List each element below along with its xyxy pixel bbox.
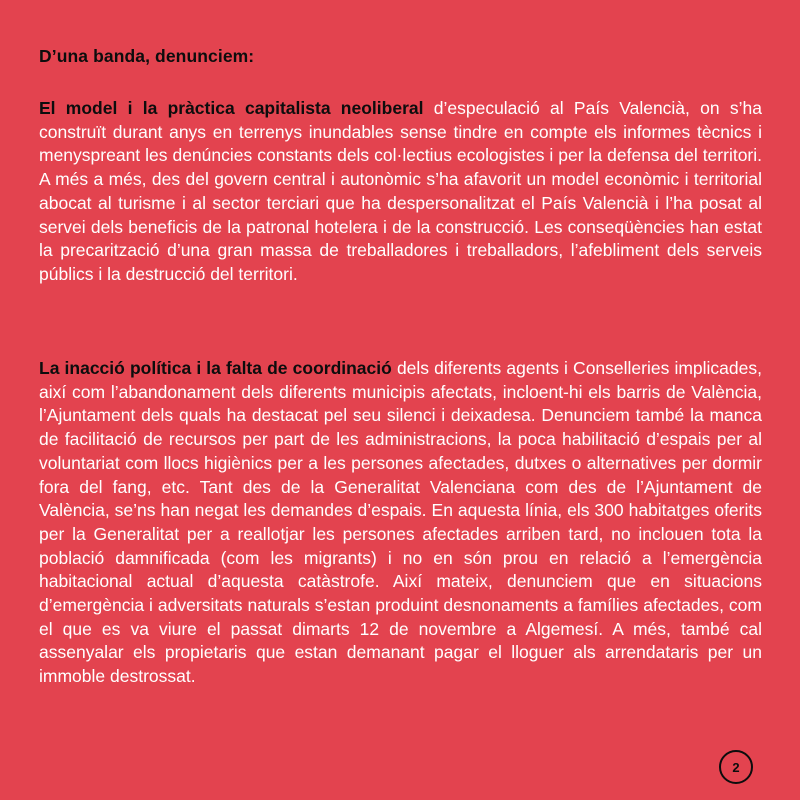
paragraph-body: dels diferents agents i Conselleries implicades, així com l’abandonament dels diferents municipis afectats, incloent-hi els barris de València, l’Ajuntament dels quals ha destacat pel seu silenci i deixadesa. Denunciem també la manca de facilitació de recursos per part de les administracions, la poca habilitació d’espais per al voluntariat com llocs higiènics per a les persones afectades, dutxes o alternatives per dormir fora del fang, etc. Tant des de la Generalitat Valenciana com des de l’Ajuntament de València, se’ns han negat les demandes d’espais. En aquesta línia, els 300 habitatges oferits per la Generalitat per a reallotjar les persones afectades arriben tard, no inclouen tota la població damnificada (com les migrants) i no en són prou en relació a l’emergència habitacional actual d’aquesta catàstrofe. Així mateix, denunciem que en situacions d’emergència i adversitats naturals s’estan produint desnonaments a famílies afectades, com el que es va viure el passat dimarts 12 de novembre a Algemesí. A més, també cal assenyalar els propietaris que estan demanant pagar el lloguer als arrendataris per un immoble destrossat. [39,358,762,687]
paragraph-body: d’especulació al País Valencià, on s’ha construït durant anys en terrenys inundables sense tindre en compte els informes tècnics i menyspreant les denúncies constants dels col·lectius ecologistes i per la defensa del territori. A més a més, des del govern central i autonòmic s’ha afavorit un model econòmic i territorial abocat al turisme i al sector terciari que ha despersonalitzat el País Valencià i l’ha posat al servei dels beneficis de la patronal hotelera i de la construcció. Les conseqüències han estat la precarització d’una gran massa de treballadores i treballadors, l’afebliment dels serveis públics i la destrucció del territori. [39,98,762,284]
paragraph-capitalist-model [39,97,762,287]
paragraph-lead: La inacció política i la falta de coordinació [39,358,392,378]
section-heading: D’una banda, denunciem: [39,46,255,66]
paragraph-political-inaction [39,357,762,689]
page-number: 2 [732,759,740,775]
page-number-badge [719,750,753,784]
paragraph-lead: El model i la pràctica capitalista neoliberal [39,98,424,118]
